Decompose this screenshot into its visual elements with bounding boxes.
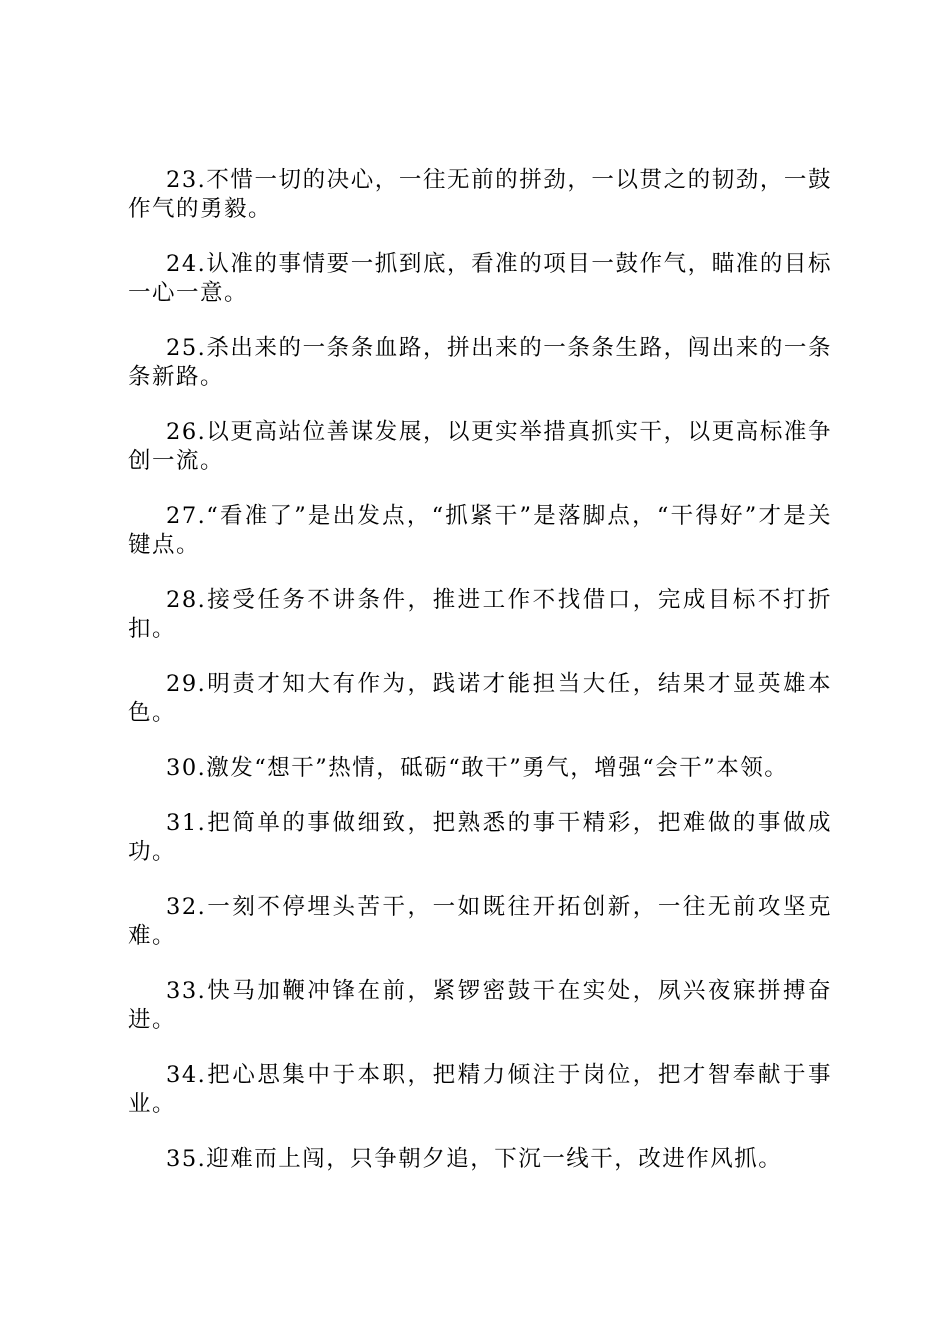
paragraph-27: 27.“看准了”是出发点，“抓紧干”是落脚点，“干得好”才是关键点。 <box>128 503 832 558</box>
paragraph-24: 24.认准的事情要一抓到底，看准的项目一鼓作气，瞄准的目标一心一意。 <box>128 251 832 306</box>
paragraph-25: 25.杀出来的一条条血路，拼出来的一条条生路，闯出来的一条条新路。 <box>128 335 832 390</box>
paragraph-29: 29.明责才知大有作为，践诺才能担当大任，结果才显英雄本色。 <box>128 671 832 726</box>
paragraph-28: 28.接受任务不讲条件，推进工作不找借口，完成目标不打折扣。 <box>128 587 832 642</box>
paragraph-33: 33.快马加鞭冲锋在前，紧锣密鼓干在实处，夙兴夜寐拼搏奋进。 <box>128 978 832 1033</box>
paragraph-34: 34.把心思集中于本职，把精力倾注于岗位，把才智奉献于事业。 <box>128 1062 832 1117</box>
document-body <box>128 166 832 1200</box>
paragraph-32: 32.一刻不停埋头苦干，一如既往开拓创新，一往无前攻坚克难。 <box>128 894 832 949</box>
paragraph-23: 23.不惜一切的决心，一往无前的拼劲，一以贯之的韧劲，一鼓作气的勇毅。 <box>128 167 832 222</box>
paragraph-30: 30.激发“想干”热情，砥砺“敢干”勇气，增强“会干”本领。 <box>166 755 789 781</box>
paragraph-35: 35.迎难而上闯，只争朝夕追，下沉一线干，改进作风抓。 <box>166 1146 783 1172</box>
paragraph-26: 26.以更高站位善谋发展，以更实举措真抓实干，以更高标准争创一流。 <box>128 419 832 474</box>
paragraph-31: 31.把简单的事做细致，把熟悉的事干精彩，把难做的事做成功。 <box>128 810 832 865</box>
